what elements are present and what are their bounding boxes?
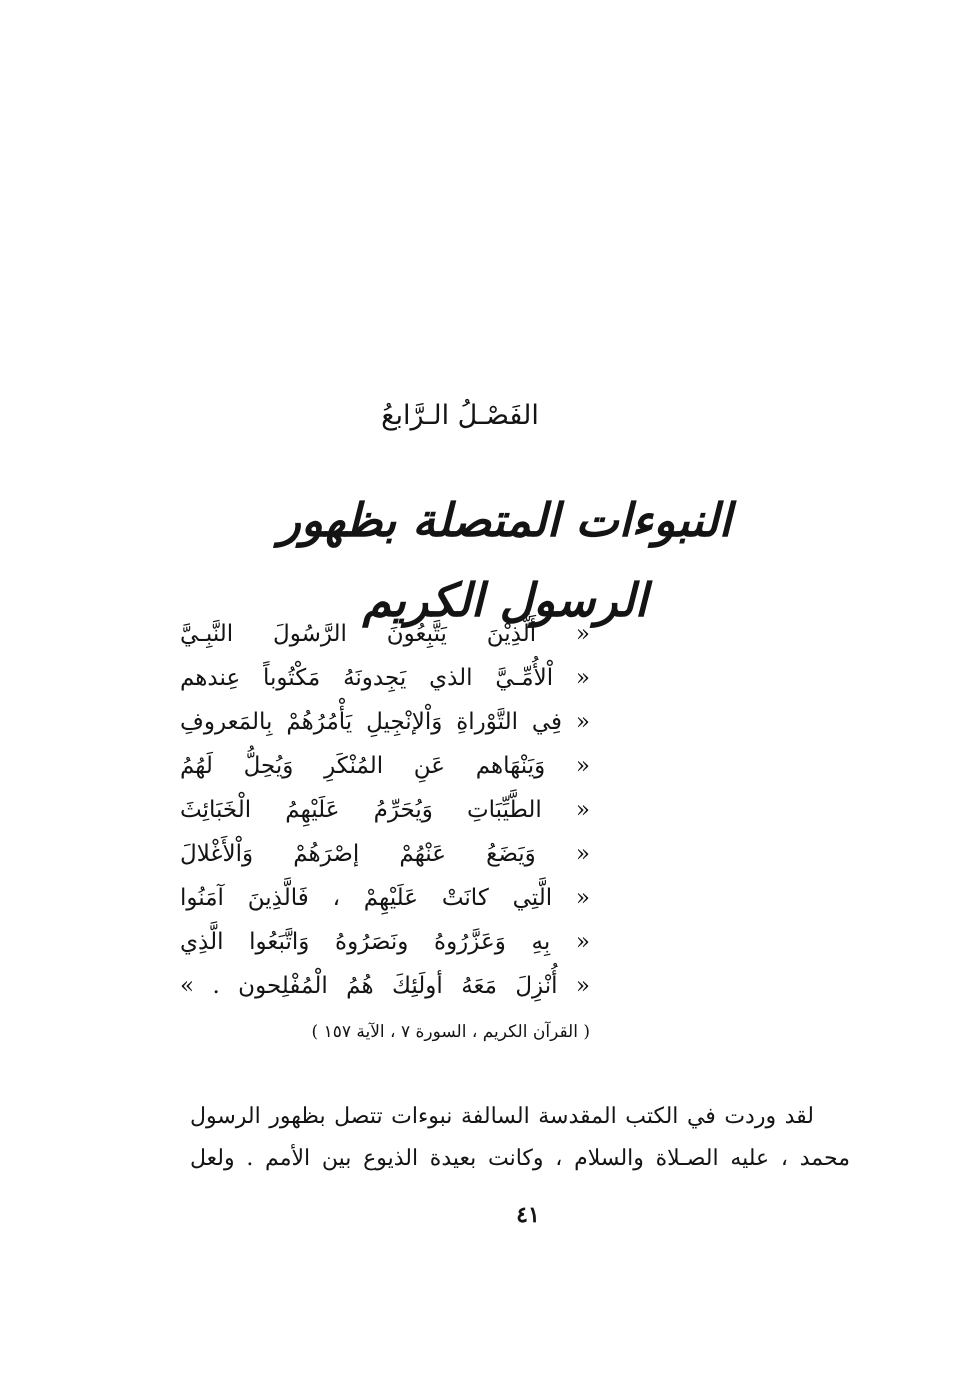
verse-line: « فِي التَّوْراةِ وَاْلإنْجِيلِ يَأْمُرُهُمْ بِالمَعروفِ — [180, 709, 590, 735]
body-line: محمد ، عليه الصـلاة والسلام ، وكانت بعيدة الذيوع بين الأمم . ولعل — [190, 1146, 850, 1171]
body-line: لقد وردت في الكتب المقدسة السالفة نبوءات تتصل بظهور الرسول — [190, 1104, 814, 1129]
verse-citation: ( القرآن الكريم ، السورة ٧ ، الآية ١٥٧ ) — [311, 1022, 590, 1042]
chapter-label: الفَصْـلُ الـرَّابعُ — [381, 400, 539, 431]
verse-line: « أَلَّذِيْنَ يَتَّبِعُونَ الرَّسُولَ النَّبِـيَّ — [180, 621, 590, 647]
verse-line: « الَّتِي كانَتْ عَلَيْهِمْ ، فَالَّذِينَ آمَنُوا — [180, 885, 590, 911]
verse-line: « وَيَنْهَاهم عَنِ المُنْكَرِ وَيُحِلُّ لَهُمُ — [180, 753, 590, 779]
verse-line: « أُنْزِلَ مَعَهُ أولَئِكَ هُمُ الْمُفْلِحون . » — [180, 973, 590, 999]
verse-line: « الطَّيِّبَاتِ وَيُحَرِّمُ عَلَيْهِمُ الْخَبَائِثَ — [180, 797, 590, 823]
quran-verse-block — [180, 612, 590, 1008]
page-number: ٤١ — [516, 1202, 540, 1228]
verse-line: « بِهِ وَعَزَّرُوهُ ونَصَرُوهُ وَاتَّبَعُوا الَّذِي — [180, 929, 590, 955]
chapter-title: النبوءات المتصلة بظهور الرسول الكريم — [278, 493, 732, 627]
verse-line: « وَيَضَعُ عَنْهُمْ إصْرَهُمْ وَاْلأَغْلالَ — [180, 841, 590, 867]
body-paragraph — [190, 1096, 850, 1180]
verse-line: « اْلأُمِّـيَّ الذي يَجِدونَهُ مَكْتُوباً عِندهم — [180, 665, 590, 691]
